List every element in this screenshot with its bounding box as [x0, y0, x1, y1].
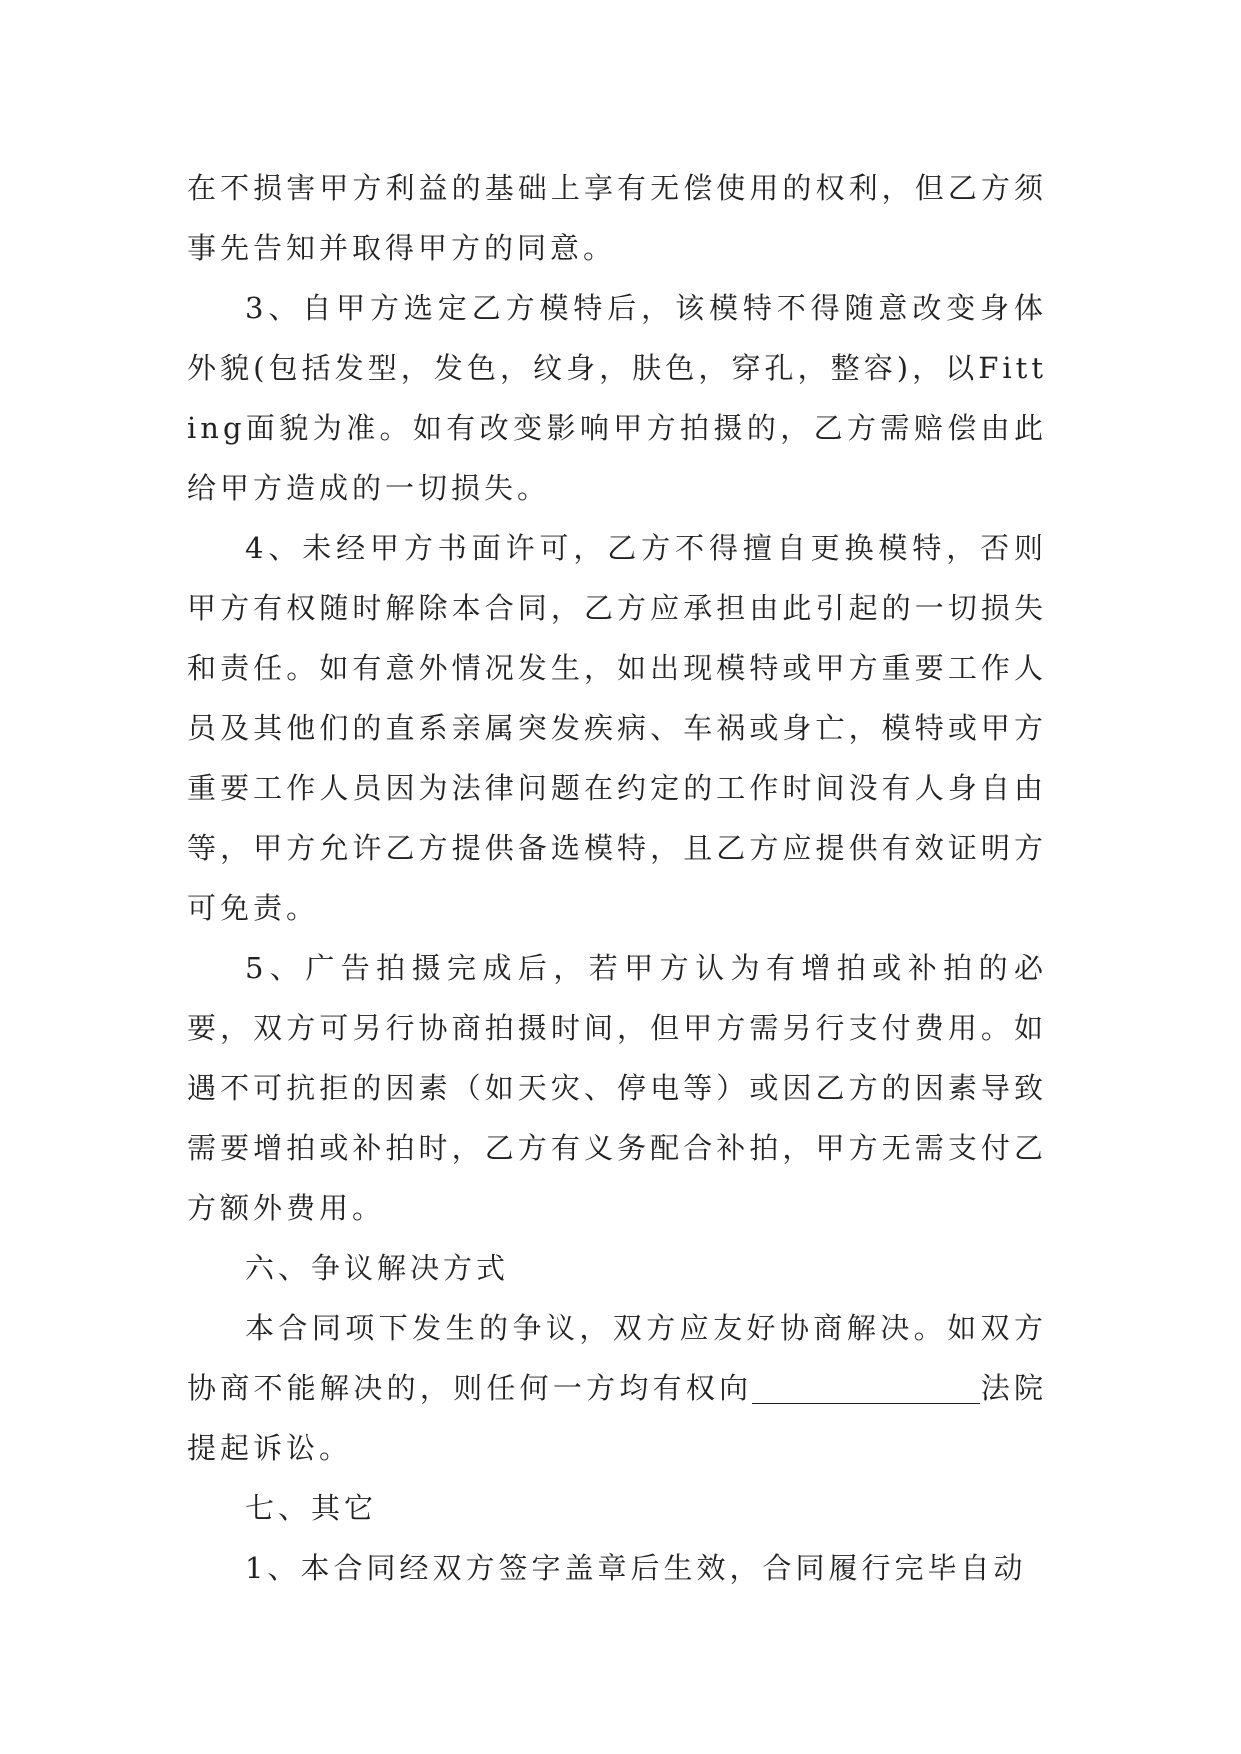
clause-3-appearance: 3、自甲方选定乙方模特后，该模特不得随意改变身体外貌(包括发型，发色，纹身，肤色，穿孔，整容)，以Fitting面貌为准。如有改变影响甲方拍摄的，乙方需赔偿由此给甲方造成的一切损失。 [187, 291, 1047, 505]
court-name-blank [752, 1373, 980, 1404]
clause-5-reshoot: 5、广告拍摄完成后，若甲方认为有增拍或补拍的必要，双方可另行协商拍摄时间，但甲方需另行支付费用。如遇不可抗拒的因素（如天灾、停电等）或因乙方的因素导致需要增拍或补拍时，乙方有义务配合补拍，甲方无需支付乙方额外费用。 [187, 951, 1047, 1225]
dispute-text-after: 法院提起诉讼。 [187, 1371, 1047, 1465]
paragraph-usage-rights: 在不损害甲方利益的基础上享有无偿使用的权利，但乙方须事先告知并取得甲方的同意。 [187, 171, 1047, 265]
dispute-text-before: 本合同项下发生的争议，双方应友好协商解决。如双方协商不能解决的，则任何一方均有权向 [187, 1311, 1047, 1405]
clause-4-model-replacement: 4、未经甲方书面许可，乙方不得擅自更换模特，否则甲方有权随时解除本合同，乙方应承担由此引起的一切损失和责任。如有意外情况发生，如出现模特或甲方重要工作人员及其他们的直系亲属突发疾病、车祸或身亡，模特或甲方重要工作人员因为法律问题在约定的工作时间没有人身自由等，甲方允许乙方提供备选模特，且乙方应提供有效证明方可免责。 [187, 531, 1047, 925]
dispute-resolution-paragraph [187, 1298, 1047, 1478]
clause-1-effective: 1、本合同经双方签字盖章后生效，合同履行完毕自动 [245, 1551, 1027, 1585]
section-heading-other: 七、其它 [245, 1491, 378, 1525]
section-heading-dispute: 六、争议解决方式 [245, 1251, 510, 1285]
contract-text [187, 158, 1047, 1598]
